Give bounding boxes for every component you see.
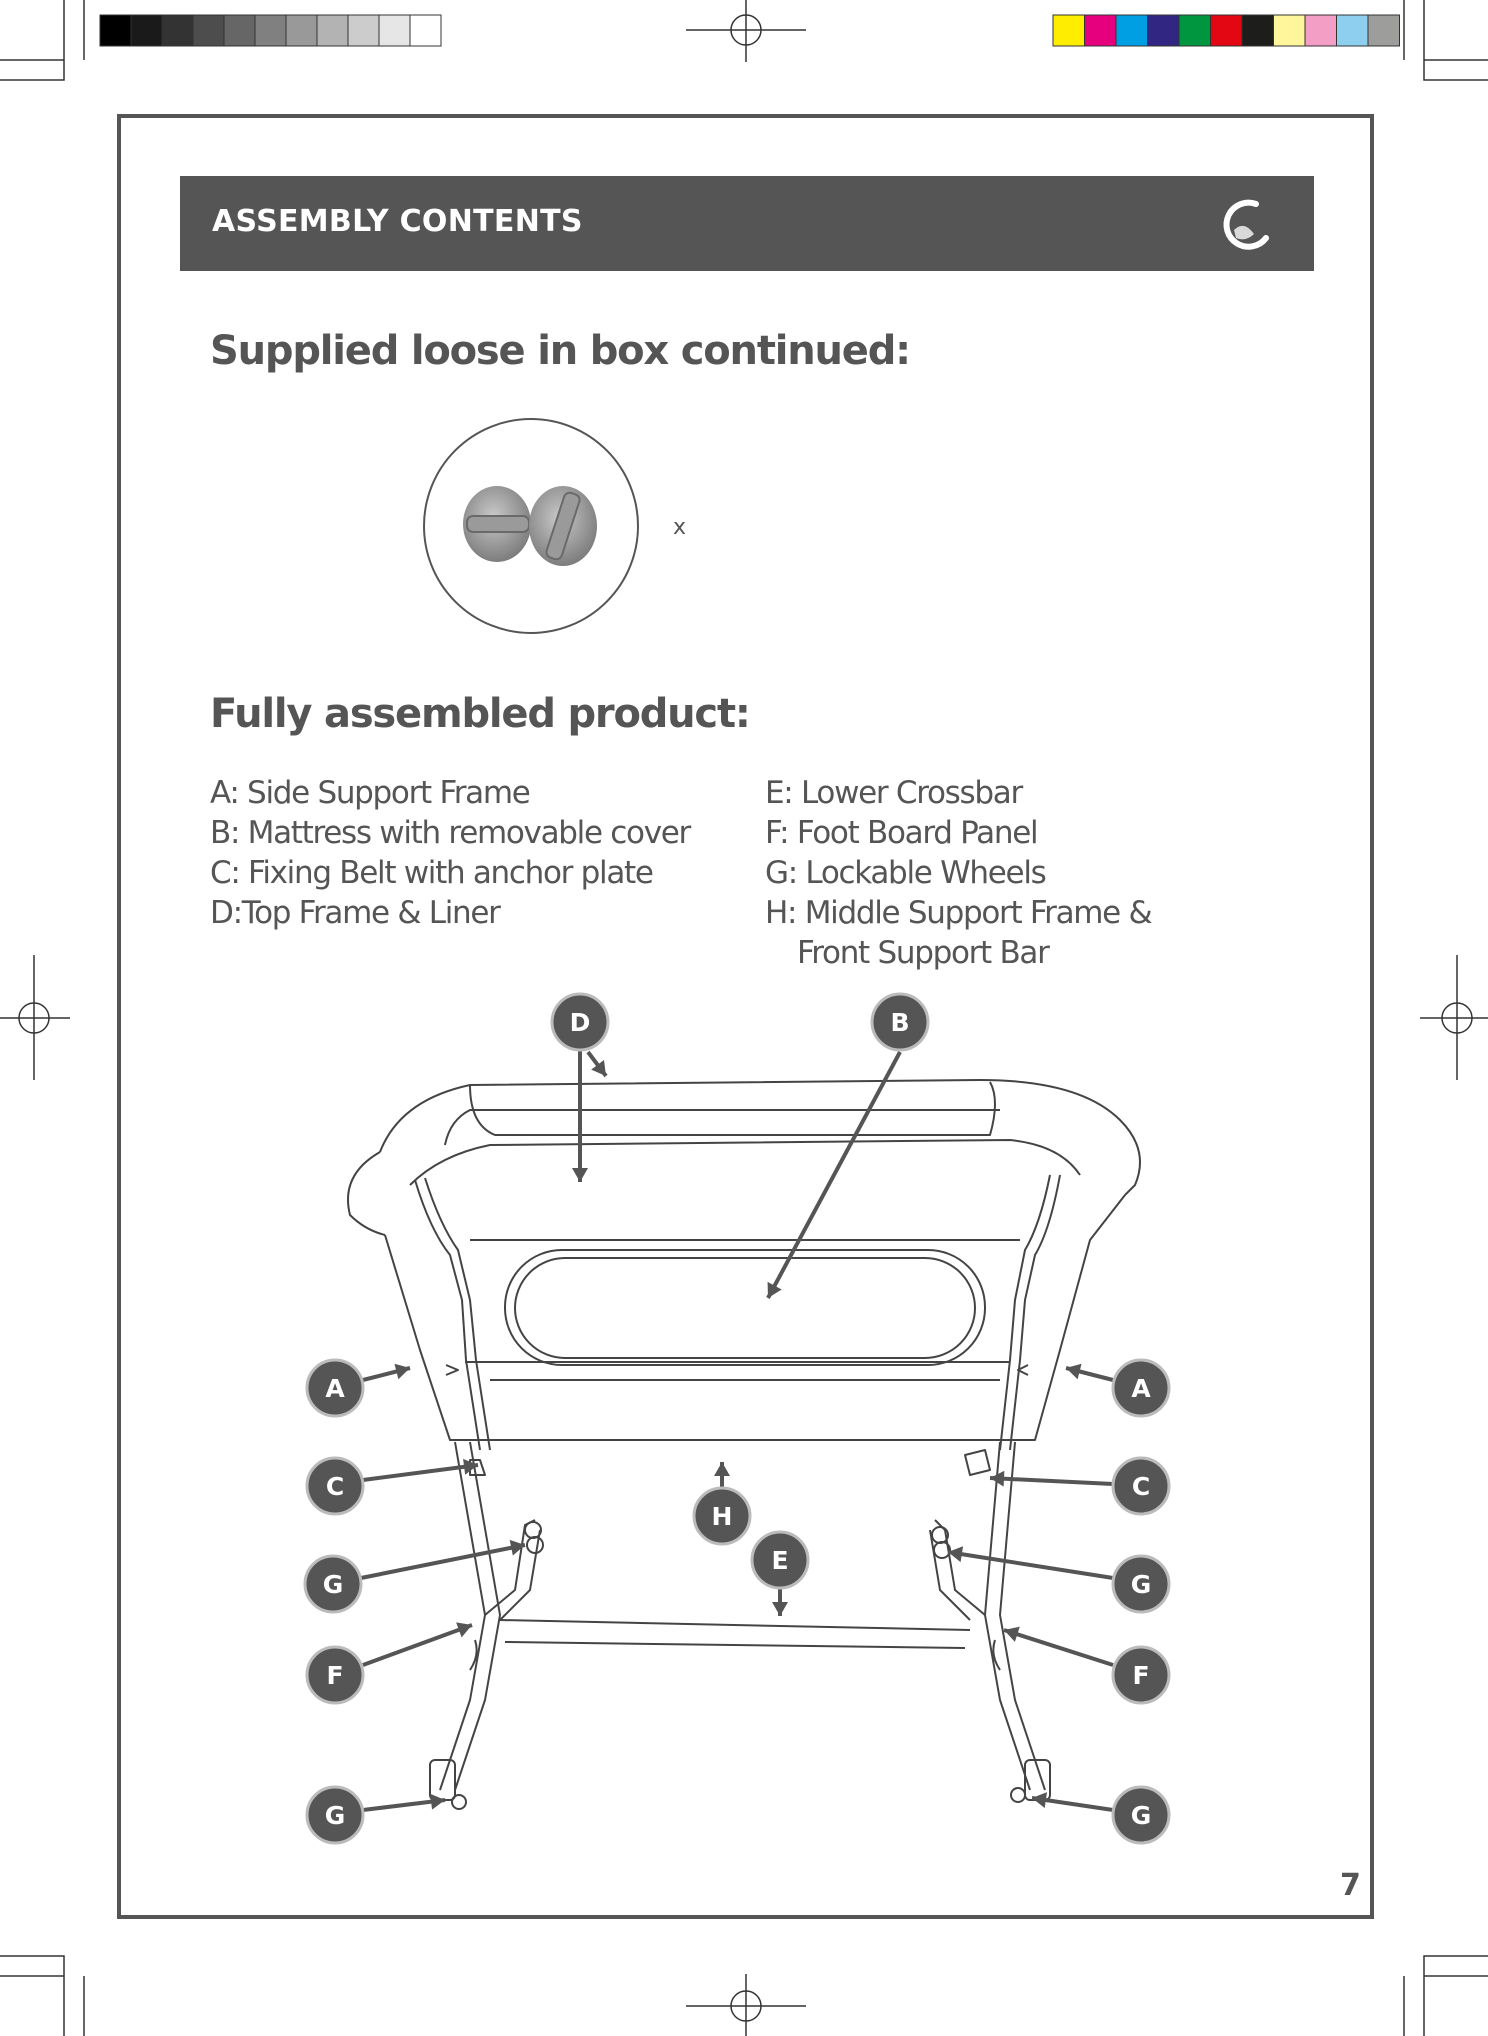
callout-label: B	[890, 1008, 910, 1037]
page-number: 7	[1340, 1868, 1361, 1903]
leader-line	[948, 1552, 1113, 1578]
leader-line	[1004, 1630, 1113, 1665]
callout-label: F	[1132, 1661, 1150, 1690]
legend-item: A: Side Support Frame	[210, 775, 530, 811]
callout-label: G	[324, 1801, 346, 1830]
callout-label: F	[326, 1661, 344, 1690]
leader-line	[768, 1052, 900, 1298]
leader-line	[363, 1625, 472, 1665]
arrowhead	[1066, 1364, 1082, 1380]
callout-label: D	[569, 1008, 591, 1037]
legend-item: D:Top Frame & Liner	[210, 895, 500, 931]
bassinet-drawing	[348, 1080, 1140, 1809]
arrowhead	[772, 1602, 788, 1616]
leader-line	[361, 1545, 525, 1578]
callout-label: G	[1130, 1570, 1152, 1599]
quantity-marker: x	[673, 515, 687, 540]
callout-label: C	[1131, 1472, 1151, 1501]
legend-item: B: Mattress with removable cover	[210, 815, 690, 851]
callout-label: A	[1131, 1374, 1151, 1403]
legend-item: F: Foot Board Panel	[765, 815, 1038, 851]
section-title: ASSEMBLY CONTENTS	[212, 204, 583, 239]
callout-label: A	[325, 1374, 345, 1403]
leader-line	[990, 1478, 1113, 1484]
legend-item: Front Support Bar	[797, 935, 1049, 971]
callout-label: C	[325, 1472, 345, 1501]
callout-label: H	[711, 1502, 733, 1531]
arrowhead	[572, 1168, 588, 1182]
callout-label: G	[1130, 1801, 1152, 1830]
callout-label: E	[771, 1546, 789, 1575]
loose-parts-heading: Supplied loose in box continued:	[210, 328, 910, 374]
legend-item: H: Middle Support Frame &	[765, 895, 1152, 931]
assembled-heading: Fully assembled product:	[210, 691, 750, 737]
callout-layer	[305, 994, 1169, 1843]
legend-item: G: Lockable Wheels	[765, 855, 1046, 891]
arrowhead	[714, 1462, 730, 1476]
arrowhead	[394, 1364, 410, 1380]
legend-item: C: Fixing Belt with anchor plate	[210, 855, 653, 891]
callout-label: G	[322, 1570, 344, 1599]
legend-item: E: Lower Crossbar	[765, 775, 1022, 811]
